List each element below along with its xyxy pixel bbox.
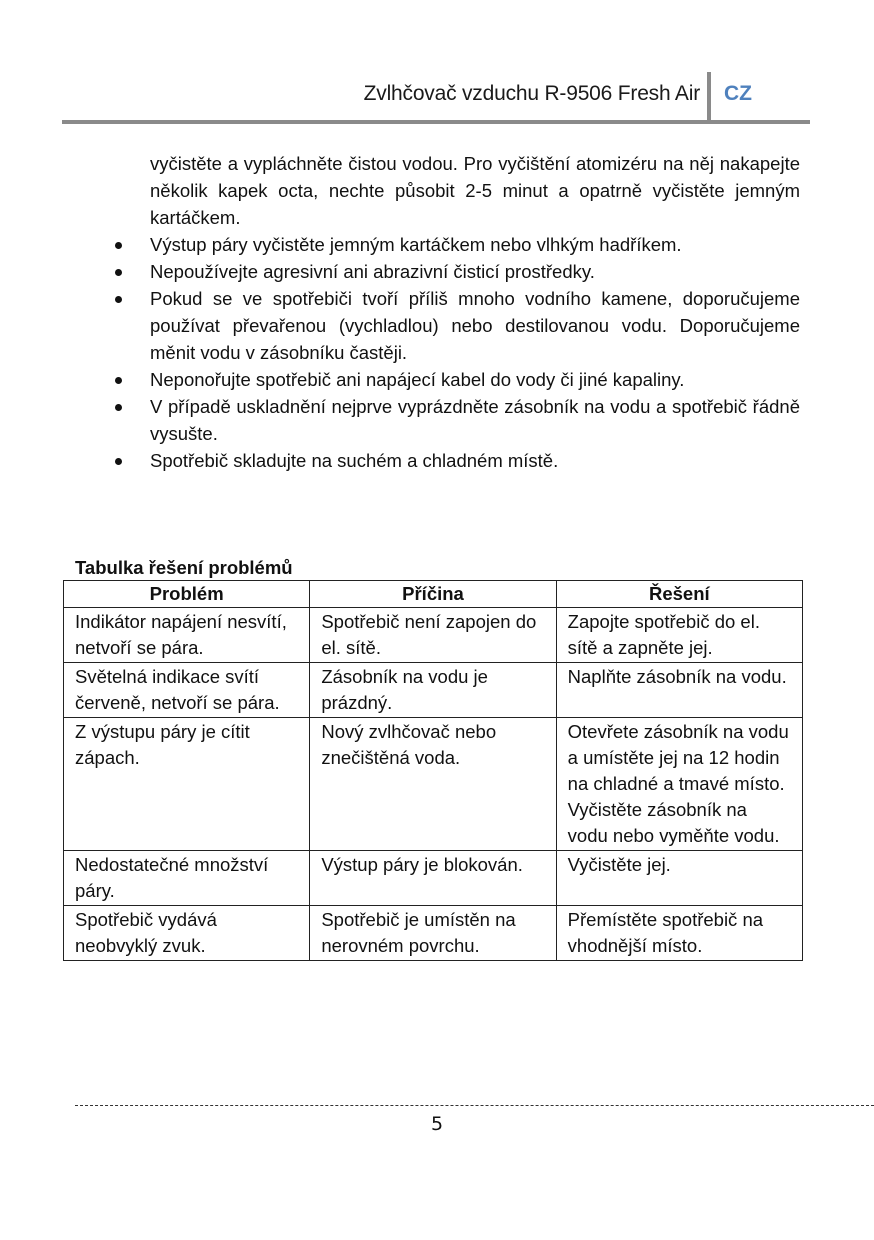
problem-cell: Nedostatečné množství páry. bbox=[64, 851, 310, 906]
cause-cell: Spotřebič není zapojen do el. sítě. bbox=[310, 608, 556, 663]
bullet-item bbox=[150, 231, 800, 258]
table-header-row bbox=[64, 581, 803, 608]
header-rule bbox=[62, 120, 810, 124]
bullet-icon bbox=[115, 242, 122, 249]
table-row bbox=[64, 718, 803, 851]
bullet-text: Neponořujte spotřebič ani napájecí kabel do vody či jiné kapaliny. bbox=[150, 369, 685, 390]
problem-cell: Z výstupu páry je cítit zápach. bbox=[64, 718, 310, 851]
table-row bbox=[64, 608, 803, 663]
continuation-paragraph: vyčistěte a vypláchněte čistou vodou. Pro vyčištění atomizéru na něj nakapejte několik kapek octa, nechte působit 2-5 minut a opatrně vyčistěte jemným kartáčkem. bbox=[150, 153, 800, 228]
solution-cell: Přemístěte spotřebič na vhodnější místo. bbox=[556, 906, 802, 961]
table-title: Tabulka řešení problémů bbox=[75, 557, 293, 578]
bullet-item bbox=[150, 258, 800, 285]
column-header-solution: Řešení bbox=[556, 581, 802, 608]
bullet-text: V případě uskladnění nejprve vyprázdněte zásobník na vodu a spotřebič řádně vysušte. bbox=[150, 396, 800, 444]
table-row bbox=[64, 906, 803, 961]
page-number: 5 bbox=[430, 1113, 444, 1135]
language-code: CZ bbox=[724, 82, 752, 105]
document-title: Zvlhčovač vzduchu R-9506 Fresh Air bbox=[363, 82, 700, 105]
column-header-cause: Příčina bbox=[310, 581, 556, 608]
bullet-text: Nepoužívejte agresivní ani abrazivní čisticí prostředky. bbox=[150, 261, 595, 282]
bullet-icon bbox=[115, 269, 122, 276]
cause-cell: Zásobník na vodu je prázdný. bbox=[310, 663, 556, 718]
solution-cell: Naplňte zásobník na vodu. bbox=[556, 663, 802, 718]
maintenance-bullet-list bbox=[150, 231, 800, 474]
solution-cell: Zapojte spotřebič do el. sítě a zapněte jej. bbox=[556, 608, 802, 663]
bullet-item bbox=[150, 393, 800, 447]
cause-cell: Nový zvlhčovač nebo znečištěná voda. bbox=[310, 718, 556, 851]
bullet-icon bbox=[115, 296, 122, 303]
bullet-text: Spotřebič skladujte na suchém a chladném místě. bbox=[150, 450, 559, 471]
solution-text: Vyčistěte zásobník na vodu nebo vyměňte vodu. bbox=[567, 799, 780, 846]
problem-cell: Světelná indikace svítí červeně, netvoří se pára. bbox=[64, 663, 310, 718]
bullet-item bbox=[150, 285, 800, 366]
header-divider bbox=[707, 72, 711, 122]
bullet-text: Pokud se ve spotřebiči tvoří příliš mnoho vodního kamene, doporučujeme používat převařenou (vychladlou) nebo destilovanou vodu. Doporučujeme měnit vodu v zásobníku častěji. bbox=[150, 288, 800, 363]
column-header-problem: Problém bbox=[64, 581, 310, 608]
bullet-icon bbox=[115, 377, 122, 384]
solution-cell bbox=[556, 718, 802, 851]
solution-cell: Vyčistěte jej. bbox=[556, 851, 802, 906]
table-row bbox=[64, 851, 803, 906]
bullet-icon bbox=[115, 404, 122, 411]
problem-cell: Spotřebič vydává neobvyklý zvuk. bbox=[64, 906, 310, 961]
bullet-text: Výstup páry vyčistěte jemným kartáčkem nebo vlhkým hadříkem. bbox=[150, 234, 682, 255]
bullet-icon bbox=[115, 458, 122, 465]
page-header bbox=[62, 70, 810, 124]
bullet-item bbox=[150, 447, 800, 474]
maintenance-instructions bbox=[150, 150, 800, 474]
table-row bbox=[64, 663, 803, 718]
footer-rule bbox=[75, 1105, 874, 1106]
cause-cell: Spotřebič je umístěn na nerovném povrchu. bbox=[310, 906, 556, 961]
problem-cell: Indikátor napájení nesvítí, netvoří se pára. bbox=[64, 608, 310, 663]
troubleshooting-table bbox=[63, 580, 803, 961]
bullet-item bbox=[150, 366, 800, 393]
cause-cell: Výstup páry je blokován. bbox=[310, 851, 556, 906]
solution-text: Otevřete zásobník na vodu a umístěte jej na 12 hodin na chladné a tmavé místo. bbox=[567, 721, 789, 794]
